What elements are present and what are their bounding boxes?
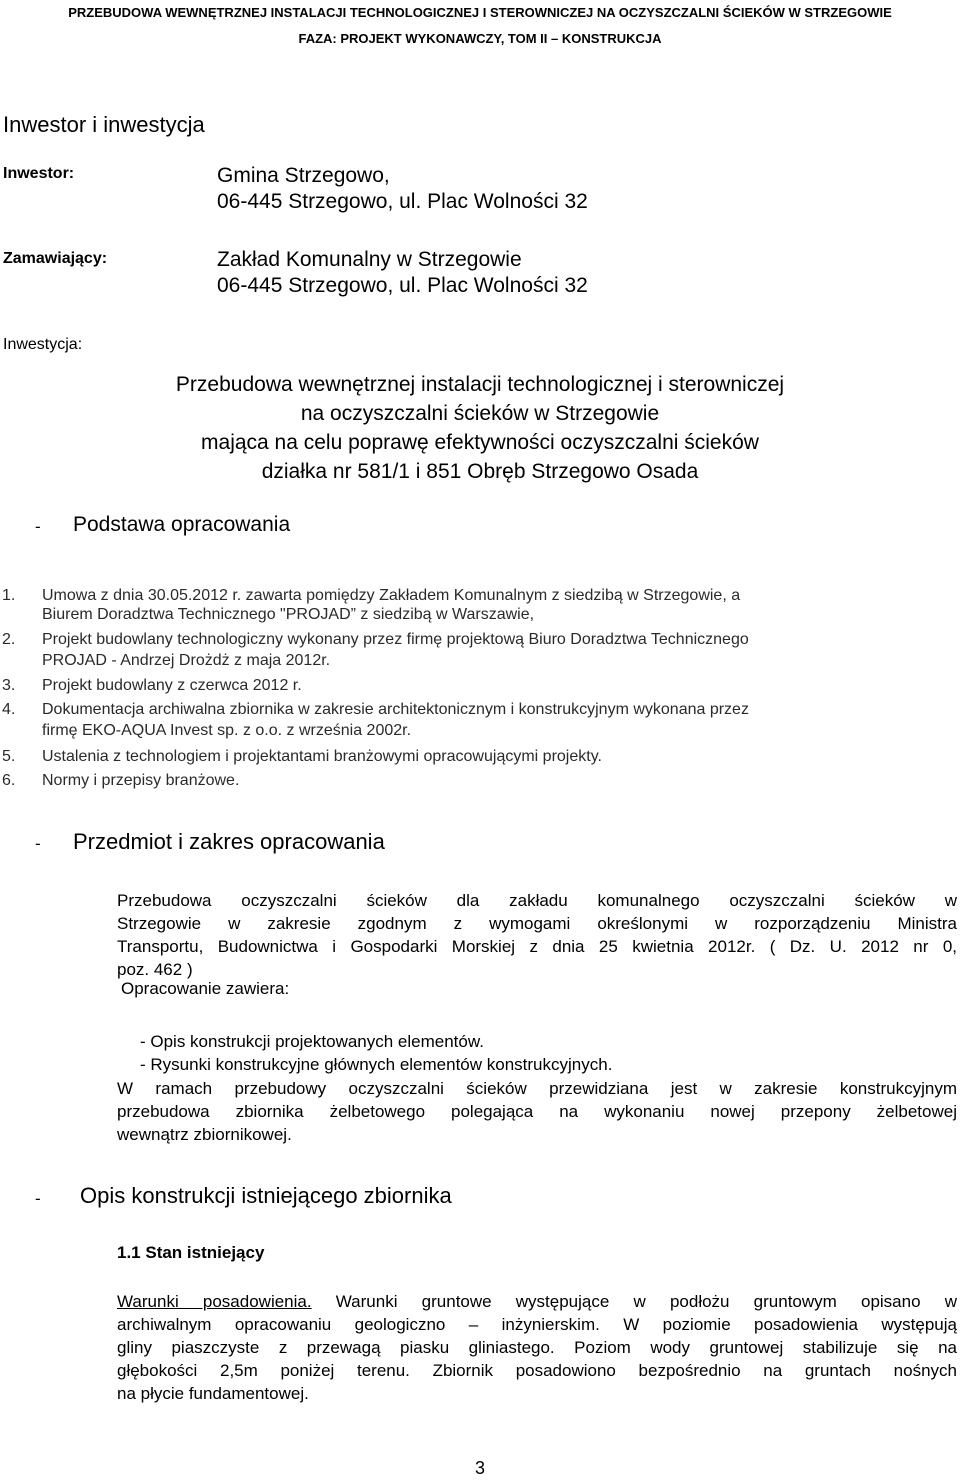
section-dash: - <box>35 834 41 853</box>
paragraph-line: wewnątrz zbiornikowej. <box>117 1125 292 1144</box>
section-title-scope: Przedmiot i zakres opracowania <box>73 829 385 854</box>
section-title-investor: Inwestor i inwestycja <box>3 112 205 137</box>
paragraph-line: archiwalnym opracowaniu geologiczno – inżynierskim. W poziomie posadowienia występują <box>117 1315 957 1334</box>
paragraph-line: przebudowa zbiornika żelbetowego polegająca na wykonaniu nowej przepony żelbetowej <box>117 1102 957 1121</box>
list-item-text: Biurem Doradztwa Technicznego "PROJAD” z siedzibą w Warszawie, <box>42 606 535 623</box>
paragraph-line: poz. 462 ) <box>117 960 193 979</box>
client-address: 06-445 Strzegowo, ul. Plac Wolności 32 <box>217 274 588 297</box>
paragraph-line: gliny piaszczyste z przewagą piasku gliniastego. Poziom wody gruntowej stabilizuje się na <box>117 1338 957 1357</box>
list-item-text: Normy i przepisy branżowe. <box>42 772 240 789</box>
subsection-title: 1.1 Stan istniejący <box>117 1243 265 1262</box>
scope-paragraph-2 <box>117 1077 957 1146</box>
list-item-text: firmę EKO-AQUA Invest sp. z o.o. z września 2002r. <box>42 722 412 739</box>
contains-item: - Opis konstrukcji projektowanych elementów. <box>140 1032 484 1051</box>
list-item-text: Projekt budowlany technologiczny wykonany przez firmę projektową Biuro Doradztwa Technicznego <box>42 631 749 648</box>
list-item-number: 2. <box>2 631 16 648</box>
list-item-number: 1. <box>2 587 16 604</box>
section-dash: - <box>35 1189 41 1208</box>
list-item-text: Dokumentacja archiwalna zbiornika w zakresie architektonicznym i konstrukcyjnym wykonana przez <box>42 701 749 718</box>
investor-name: Gmina Strzegowo, <box>217 164 390 187</box>
paragraph-line <box>117 1290 957 1313</box>
paragraph-line: Przebudowa oczyszczalni ścieków dla zakładu komunalnego oczyszczalni ścieków w <box>117 891 957 910</box>
paragraph-line: Transportu, Budownictwa i Gospodarki Morskiej z dnia 25 kwietnia 2012r. ( Dz. U. 2012 nr 0, <box>117 937 957 956</box>
document-header-phase: FAZA: PROJEKT WYKONAWCZY, TOM II – KONSTRUKCJA <box>298 31 662 46</box>
paragraph-text: Warunki gruntowe występujące w podłożu gruntowym opisano w <box>311 1292 957 1311</box>
section-title-existing: Opis konstrukcji istniejącego zbiornika <box>80 1183 452 1208</box>
contains-item: - Rysunki konstrukcyjne głównych elementów konstrukcyjnych. <box>140 1055 613 1074</box>
scope-paragraph <box>117 889 957 981</box>
investment-line: działka nr 581/1 i 851 Obręb Strzegowo Osada <box>261 460 699 483</box>
investor-label: Inwestor: <box>3 165 75 182</box>
contains-label: Opracowanie zawiera: <box>121 979 290 998</box>
underlined-lead: Warunki posadowienia. <box>117 1292 312 1311</box>
list-item-text: Umowa z dnia 30.05.2012 r. zawarta pomiędzy Zakładem Komunalnym z siedzibą w Strzegowie, a <box>42 587 741 604</box>
paragraph-line: W ramach przebudowy oczyszczalni ścieków przewidziana jest w zakresie konstrukcyjnym <box>117 1079 957 1098</box>
paragraph-line: Strzegowie w zakresie zgodnym z wymogami określonymi w rozporządzeniu Ministra <box>117 914 957 933</box>
investment-line: na oczyszczalni ścieków w Strzegowie <box>300 402 660 425</box>
paragraph-line: głębokości 2,5m poniżej terenu. Zbiornik posadowiono bezpośrednio na gruntach nośnych <box>117 1361 957 1380</box>
list-item-text: Ustalenia z technologiem i projektantami branżowymi opracowującymi projekty. <box>42 748 602 765</box>
section-title-basis: Podstawa opracowania <box>73 513 291 536</box>
list-item-number: 5. <box>2 748 16 765</box>
investment-label: Inwestycja: <box>3 336 83 353</box>
client-name: Zakład Komunalny w Strzegowie <box>217 248 522 271</box>
document-header-title: PRZEBUDOWA WEWNĘTRZNEJ INSTALACJI TECHNOLOGICZNEJ I STEROWNICZEJ NA OCZYSZCZALNI ŚCIEKÓW W STRZEGOWIE <box>68 5 892 20</box>
page-number: 3 <box>474 1458 485 1478</box>
section-dash: - <box>35 517 41 536</box>
client-label: Zamawiający: <box>3 250 108 267</box>
paragraph-line: na płycie fundamentowej. <box>117 1384 309 1403</box>
investment-line: Przebudowa wewnętrznej instalacji technologicznej i sterowniczej <box>175 373 785 396</box>
investment-line: mająca na celu poprawę efektywności oczyszczalni ścieków <box>201 431 759 454</box>
investor-address: 06-445 Strzegowo, ul. Plac Wolności 32 <box>217 190 588 213</box>
list-item-text: PROJAD - Andrzej Drożdż z maja 2012r. <box>42 652 331 669</box>
existing-paragraph <box>117 1290 957 1405</box>
reference-list <box>0 587 960 807</box>
list-item-number: 6. <box>2 772 16 789</box>
list-item-number: 3. <box>2 677 16 694</box>
list-item-text: Projekt budowlany z czerwca 2012 r. <box>42 677 302 694</box>
list-item-number: 4. <box>2 701 16 718</box>
